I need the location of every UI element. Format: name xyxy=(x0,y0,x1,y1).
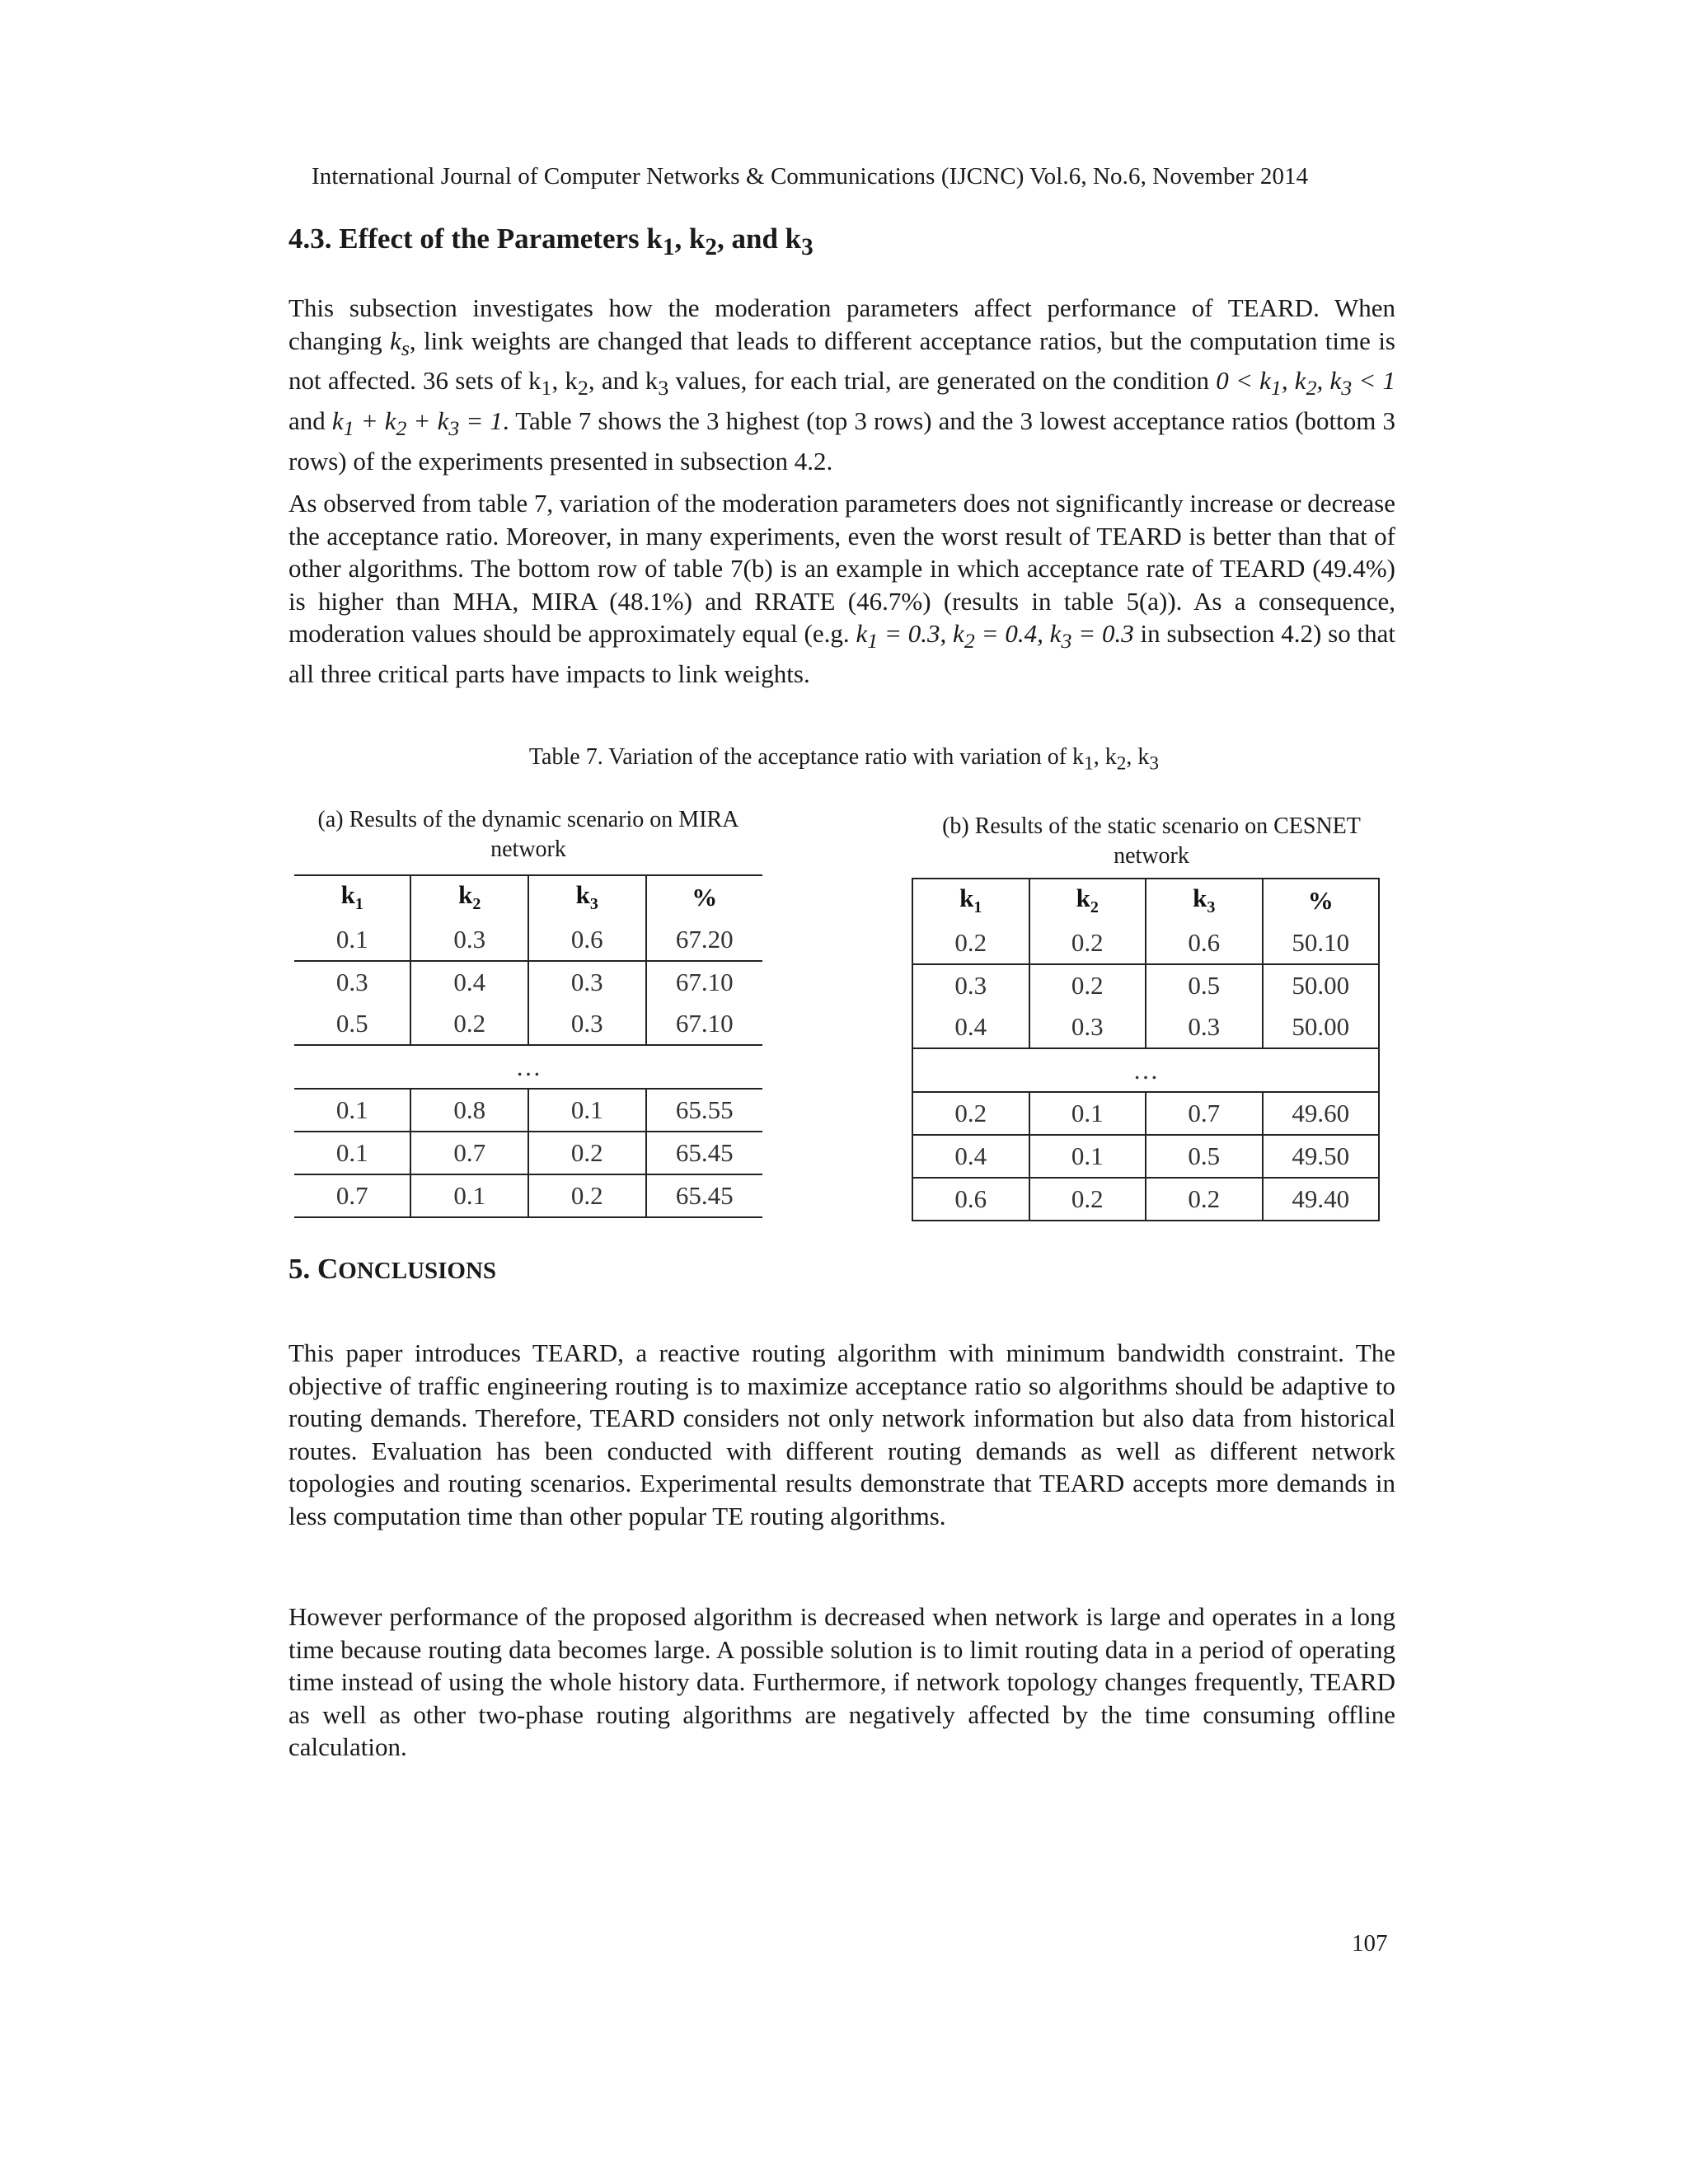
table-row xyxy=(912,1178,1379,1221)
table-cell: 0.2 xyxy=(912,922,1029,964)
paragraph-subsection-intro: This subsection investigates how the moderation parameters affect performance of TEARD. When changing $k_s$, link weights are changed that leads to different acceptance ratios, but the computation time is not affected. 36 sets of $k_1$, $k_2$, and $k_3$ values, for each trial, are generated on the condition $0 < k_1$, $k_2$, $k_3 < 1$ and $k_1 + k_2 + k_3 = 1$. Table 7 shows the 3 highest (top 3 rows) and the 3 lowest acceptance ratios (bottom 3 rows) of the experiments presented in subsection 4.2. xyxy=(288,293,1396,476)
table-cell: 0.5 xyxy=(1146,1135,1263,1178)
table-header-row xyxy=(294,875,762,919)
table-cell: 0.8 xyxy=(410,1089,528,1132)
paragraph-conclusion-1: This paper introduces TEARD, a reactive routing algorithm with minimum bandwidth constraint. The objective of traffic engineering routing is to maximize acceptance ratio so algorithms should be adaptive to routing demands. Therefore, TEARD considers not only network information but also data from historical routes. Evaluation has been conducted with different routing demands as well as different network topologies and routing scenarios. Experimental results demonstrate that TEARD accepts more demands in less computation time than other popular TE routing algorithms. xyxy=(288,1338,1395,1530)
table-row xyxy=(912,1135,1379,1178)
table-cell: 67.10 xyxy=(646,961,763,1003)
column-header: $k_1$ xyxy=(912,879,1029,922)
table-cell: 0.6 xyxy=(1146,922,1263,964)
table-a-caption: (a) Results of the dynamic scenario on MIRA network xyxy=(317,807,739,862)
running-header: International Journal of Computer Networks & Communications (IJCNC) Vol.6, No.6, November 2014 xyxy=(312,163,1309,190)
table-7-caption: Table 7. Variation of the acceptance ratio with variation of $k_1$, $k_2$, $k_3$ xyxy=(528,744,1160,775)
table-cell: 0.3 xyxy=(294,961,410,1003)
table-cell: 65.45 xyxy=(646,1174,763,1217)
table-cell: 0.4 xyxy=(912,1006,1029,1048)
table-cell: 49.60 xyxy=(1263,1092,1380,1135)
ellipsis: … xyxy=(294,1045,762,1089)
table-row xyxy=(294,961,762,1003)
column-header: $k_2$ xyxy=(410,875,528,919)
table-row xyxy=(294,1089,762,1132)
table-cell: 49.50 xyxy=(1263,1135,1380,1178)
table-cell: 0.2 xyxy=(1029,964,1146,1006)
table-cell: 0.3 xyxy=(528,961,646,1003)
table-cell: 0.2 xyxy=(1146,1178,1263,1221)
paragraph-observation: As observed from table 7, variation of the moderation parameters does not significantly increase or decrease the acceptance ratio. Moreover, in many experiments, even the worst result of TEARD is better than that of other algorithms. The bottom row of table 7(b) is an example in which acceptance rate of TEARD (49.4%) is higher than MHA, MIRA (48.1%) and RRATE (46.7%) (results in table 5(a)). As a consequence, moderation values should be approximately equal (e.g. $k_1 = 0.3$, $k_2 = 0.4$, $k_3 = 0.3$ in subsection 4.2) so that all three critical parts have impacts to link weights. xyxy=(288,489,1396,689)
table-cell: 0.3 xyxy=(410,919,528,961)
table-cell: 0.2 xyxy=(912,1092,1029,1135)
table-cell: 50.00 xyxy=(1263,1006,1380,1048)
table-cell: 49.40 xyxy=(1263,1178,1380,1221)
column-header: % xyxy=(646,875,763,919)
table-cell: 0.5 xyxy=(1146,964,1263,1006)
table-row xyxy=(912,1006,1379,1048)
table-cell: 67.10 xyxy=(646,1003,763,1045)
ellipsis-row xyxy=(294,1045,762,1089)
table-cell: 0.1 xyxy=(410,1174,528,1217)
ellipsis-row xyxy=(912,1048,1379,1092)
results-table-a xyxy=(294,874,762,1218)
table-cell: 0.2 xyxy=(528,1174,646,1217)
table-cell: 0.2 xyxy=(1029,1178,1146,1221)
section-title: Effect of the Parameters $k_1$, $k_2$, and $k_3$ xyxy=(339,223,814,260)
table-cell: 0.4 xyxy=(410,961,528,1003)
table-cell: 0.1 xyxy=(1029,1092,1146,1135)
column-header: $k_1$ xyxy=(294,875,410,919)
table-cell: 0.2 xyxy=(410,1003,528,1045)
ellipsis: … xyxy=(912,1048,1379,1092)
table-cell: 0.6 xyxy=(912,1178,1029,1221)
table-cell: 0.4 xyxy=(912,1135,1029,1178)
table-cell: 67.20 xyxy=(646,919,763,961)
table-cell: 65.55 xyxy=(646,1089,763,1132)
page-number: 107 xyxy=(1352,1930,1388,1957)
table-cell: 0.1 xyxy=(335,925,368,954)
section-title: CONCLUSIONS xyxy=(317,1253,497,1285)
column-header: $k_3$ xyxy=(1146,879,1263,922)
table-row xyxy=(294,919,762,961)
table-row xyxy=(912,1092,1379,1135)
table-row xyxy=(912,964,1379,1006)
table-b-caption: (b) Results of the static scenario on CESNET network xyxy=(942,813,1361,869)
table-cell: 0.1 xyxy=(335,1095,368,1124)
table-cell: 50.10 xyxy=(1263,922,1380,964)
table-cell: 50.00 xyxy=(1263,964,1380,1006)
results-table-b xyxy=(912,878,1380,1221)
table-cell: 0.7 xyxy=(1146,1092,1263,1135)
table-cell: 0.1 xyxy=(528,1089,646,1132)
column-header: $k_3$ xyxy=(528,875,646,919)
table-cell: 0.3 xyxy=(1146,1006,1263,1048)
table-cell: 0.6 xyxy=(528,919,646,961)
section-number: 5. xyxy=(288,1253,311,1285)
table-cell: 0.5 xyxy=(335,1009,368,1038)
table-cell: 0.3 xyxy=(912,964,1029,1006)
paragraph-conclusion-2: However performance of the proposed algorithm is decreased when network is large and operates in a long time because routing data becomes large. A possible solution is to limit routing data in a period of operating time instead of using the whole history data. Furthermore, if network topology changes frequently, TEARD as well as other two-phase routing algorithms are negatively affected by the time consuming offline calculation. xyxy=(288,1602,1395,1762)
table-cell: 0.3 xyxy=(528,1003,646,1045)
table-row xyxy=(294,1132,762,1174)
table-cell: 0.2 xyxy=(528,1132,646,1174)
table-cell: 0.1 xyxy=(294,1132,410,1174)
table-row xyxy=(912,922,1379,964)
section-number: 4.3. xyxy=(288,223,332,255)
table-header-row xyxy=(912,879,1379,922)
table-row xyxy=(294,1003,762,1045)
table-cell: 0.7 xyxy=(294,1174,410,1217)
column-header: $k_2$ xyxy=(1029,879,1146,922)
table-cell: 0.1 xyxy=(1029,1135,1146,1178)
table-cell: 65.45 xyxy=(646,1132,763,1174)
table-cell: 0.7 xyxy=(410,1132,528,1174)
table-row xyxy=(294,1174,762,1217)
table-cell: 0.3 xyxy=(1029,1006,1146,1048)
section-heading-5 xyxy=(288,1253,496,1286)
table-cell: 0.2 xyxy=(1029,922,1146,964)
column-header: % xyxy=(1263,879,1380,922)
section-heading-4-3 xyxy=(288,223,814,261)
